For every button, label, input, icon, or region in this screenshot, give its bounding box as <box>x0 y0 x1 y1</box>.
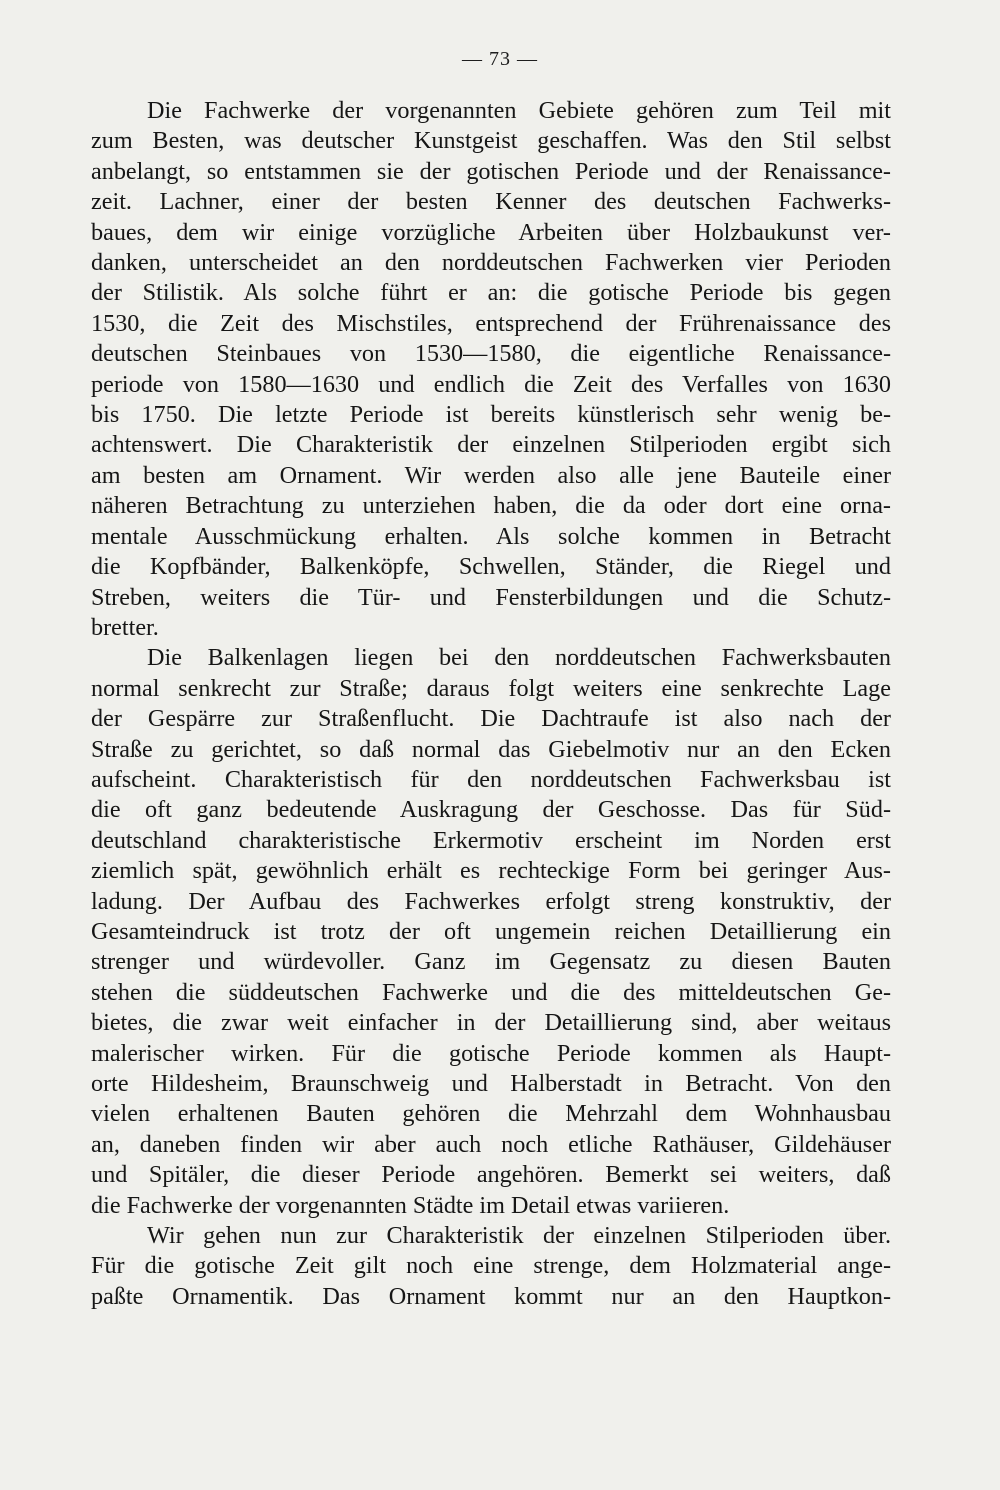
text-line: vielen erhaltenen Bauten gehören die Mehrzahl dem Wohnhausbau <box>91 1100 891 1128</box>
text-line: aufscheint. Charakteristisch für den norddeutschen Fachwerksbau ist <box>91 765 891 793</box>
text-line: anbelangt, so entstammen sie der gotischen Periode und der Renaissance- <box>91 157 891 185</box>
text-line: stehen die süddeutschen Fachwerke und die des mitteldeutschen Ge- <box>91 978 891 1006</box>
text-line: periode von 1580—1630 und endlich die Zeit des Verfalles von 1630 <box>91 370 891 398</box>
paragraph <box>91 643 891 1221</box>
text-line: und Spitäler, die dieser Periode angehören. Bemerkt sei weiters, daß <box>91 1161 891 1189</box>
text-line: bretter. <box>91 613 159 641</box>
text-line: Straße zu gerichtet, so daß normal das Giebelmotiv nur an den Ecken <box>91 735 891 763</box>
text-line: die oft ganz bedeutende Auskragung der Geschosse. Das für Süd- <box>91 796 891 824</box>
text-line: die Kopfbänder, Balkenköpfe, Schwellen, Ständer, die Riegel und <box>91 553 891 581</box>
text-line: an, daneben finden wir aber auch noch etliche Rathäuser, Gildehäuser <box>91 1130 891 1158</box>
text-line: zum Besten, was deutscher Kunstgeist geschaffen. Was den Stil selbst <box>91 127 891 155</box>
text-line: baues, dem wir einige vorzügliche Arbeiten über Holzbaukunst ver- <box>91 218 891 246</box>
text-line: die Fachwerke der vorgenannten Städte im Detail etwas variieren. <box>91 1191 730 1219</box>
text-line: paßte Ornamentik. Das Ornament kommt nur an den Hauptkon- <box>91 1282 891 1310</box>
text-line: der Gespärre zur Straßenflucht. Die Dachtraufe ist also nach der <box>91 705 891 733</box>
text-line: Wir gehen nun zur Charakteristik der einzelnen Stilperioden über. <box>147 1222 891 1250</box>
text-line: der Stilistik. Als solche führt er an: die gotische Periode bis gegen <box>91 279 891 307</box>
text-line: orte Hildesheim, Braunschweig und Halberstadt in Betracht. Von den <box>91 1070 891 1097</box>
text-line: bis 1750. Die letzte Periode ist bereits künstlerisch sehr wenig be- <box>91 401 891 429</box>
text-line: Die Balkenlagen liegen bei den norddeutschen Fachwerksbauten <box>147 644 891 672</box>
text-line: strenger und würdevoller. Ganz im Gegensatz zu diesen Bauten <box>91 948 891 976</box>
text-line: Streben, weiters die Tür- und Fensterbildungen und die Schutz- <box>91 583 891 611</box>
text-line: am besten am Ornament. Wir werden also alle jene Bauteile einer <box>91 461 891 489</box>
text-line: zeit. Lachner, einer der besten Kenner des deutschen Fachwerks- <box>91 188 891 216</box>
text-line: deutschland charakteristische Erkermotiv erscheint im Norden erst <box>91 826 891 854</box>
text-line: ziemlich spät, gewöhnlich erhält es rechteckige Form bei geringer Aus- <box>91 857 891 885</box>
text-line: näheren Betrachtung zu unterziehen haben, die da oder dort eine orna- <box>91 492 891 520</box>
text-line: deutschen Steinbaues von 1530—1580, die eigentliche Renaissance- <box>91 340 891 368</box>
text-line: normal senkrecht zur Straße; daraus folgt weiters eine senkrechte Lage <box>91 674 891 702</box>
paragraph <box>91 96 891 643</box>
text-line: ladung. Der Aufbau des Fachwerkes erfolgt streng konstruktiv, der <box>91 887 891 915</box>
text-line: Für die gotische Zeit gilt noch eine strenge, dem Holzmaterial ange- <box>91 1252 891 1280</box>
text-line: Gesamteindruck ist trotz der oft ungemein reichen Detaillierung ein <box>91 917 891 945</box>
paragraph <box>91 1221 891 1312</box>
page-number: — 73 — <box>462 48 538 70</box>
text-line: mentale Ausschmückung erhalten. Als solche kommen in Betracht <box>91 522 891 550</box>
text-line: 1530, die Zeit des Mischstiles, entsprechend der Frührenaissance des <box>91 309 891 337</box>
text-line: malerischer wirken. Für die gotische Periode kommen als Haupt- <box>91 1039 891 1067</box>
text-line: achtenswert. Die Charakteristik der einzelnen Stilperioden ergibt sich <box>91 431 891 459</box>
body-text <box>91 96 891 1312</box>
text-line: danken, unterscheidet an den norddeutschen Fachwerken vier Perioden <box>91 249 891 277</box>
text-line: Die Fachwerke der vorgenannten Gebiete gehören zum Teil mit <box>147 97 891 124</box>
text-line: bietes, die zwar weit einfacher in der Detaillierung sind, aber weitaus <box>91 1009 891 1037</box>
